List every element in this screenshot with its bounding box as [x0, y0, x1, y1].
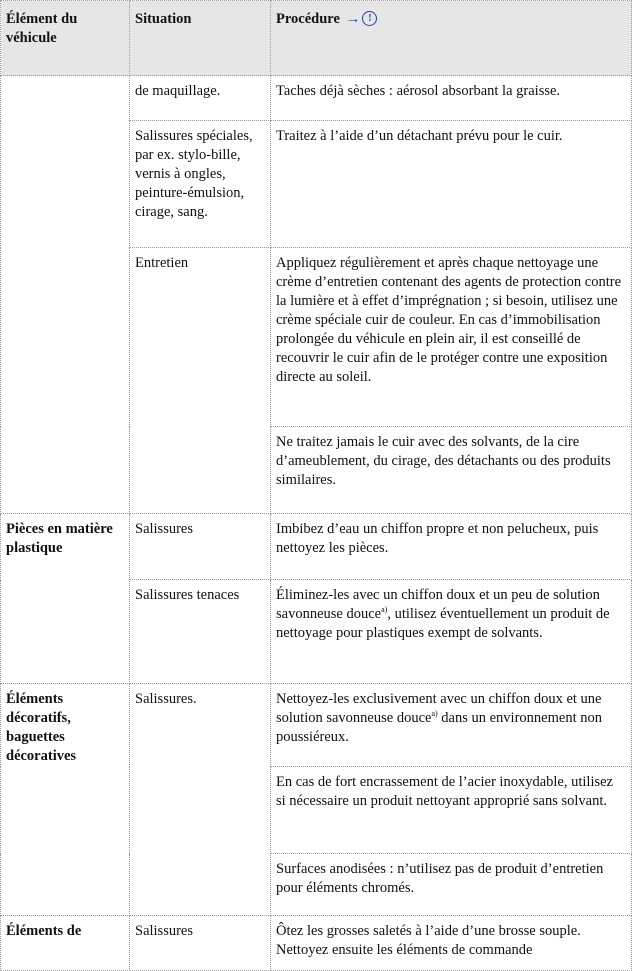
procedure-cell: Ôtez les grosses saletés à l’aide d’une brosse souple. Nettoyez ensuite les éléments de commande — [271, 916, 632, 971]
procedure-cell — [271, 580, 632, 684]
situation-cell: Salissures — [130, 916, 271, 971]
warning-icon: ! — [362, 11, 377, 26]
situation-cell: Salissures spéciales, par ex. stylo-bille, vernis à ongles, peinture-émulsion, cirage, sang. — [130, 121, 271, 248]
procedure-cell — [271, 684, 632, 767]
procedure-cell: Appliquez régulièrement et après chaque nettoyage une crème d’entretien contenant des agents de protection contre la lumière et à effet d’imprégnation ; si besoin, utilisez une crème spéciale cuir de couleur. En cas d’immobilisation prolongée du véhicule en plein air, il est conseillé de recouvrir le cuir afin de le protéger contre une exposition directe au soleil. — [271, 248, 632, 427]
table-header-row — [1, 1, 632, 76]
element-cell: Éléments de — [1, 916, 130, 971]
element-cell: Pièces en matière plastique — [1, 514, 130, 684]
element-cell — [1, 76, 130, 514]
situation-cell: Salissures. — [130, 684, 271, 916]
header-procedure — [271, 1, 632, 76]
footnote-ref: a) — [381, 605, 388, 615]
procedure-cell: En cas de fort encrassement de l’acier inoxydable, utilisez si nécessaire un produit nettoyant approprié sans solvant. — [271, 767, 632, 854]
procedure-text: , utilisez éventuellement un produit de nettoyage pour plastiques exempt de solvants. — [276, 606, 610, 641]
header-element: Élément du véhicule — [1, 1, 130, 76]
header-procedure-label: Procédure — [276, 11, 340, 27]
situation-cell: de maquillage. — [130, 76, 271, 121]
table-row — [1, 684, 632, 767]
procedure-cell: Taches déjà sèches : aérosol absorbant la graisse. — [271, 76, 632, 121]
element-cell: Éléments décoratifs, baguettes décoratives — [1, 684, 130, 916]
footnote-ref: a) — [431, 709, 438, 719]
procedure-cell: Surfaces anodisées : n’utilisez pas de produit d’entretien pour éléments chromés. — [271, 854, 632, 916]
situation-cell: Salissures tenaces — [130, 580, 271, 684]
procedure-text: dans un environnement non poussiéreux. — [276, 710, 602, 745]
situation-cell: Entretien — [130, 248, 271, 514]
procedure-cell: Traitez à l’aide d’un détachant prévu pour le cuir. — [271, 121, 632, 248]
table-row — [1, 916, 632, 971]
procedure-text: Éliminez-les avec un chiffon doux et un peu de solution savonneuse douce — [276, 587, 600, 622]
arrow-icon: → — [345, 11, 361, 27]
procedure-cell: Imbibez d’eau un chiffon propre et non pelucheux, puis nettoyez les pièces. — [271, 514, 632, 580]
header-situation: Situation — [130, 1, 271, 76]
procedure-cell: Ne traitez jamais le cuir avec des solvants, de la cire d’ameublement, du cirage, des détachants ou des produits similaires. — [271, 427, 632, 514]
situation-cell: Salissures — [130, 514, 271, 580]
table-row — [1, 76, 632, 121]
table-row — [1, 514, 632, 580]
procedure-text: Nettoyez-les exclusivement avec un chiffon doux et une solution savonneuse douce — [276, 691, 602, 726]
